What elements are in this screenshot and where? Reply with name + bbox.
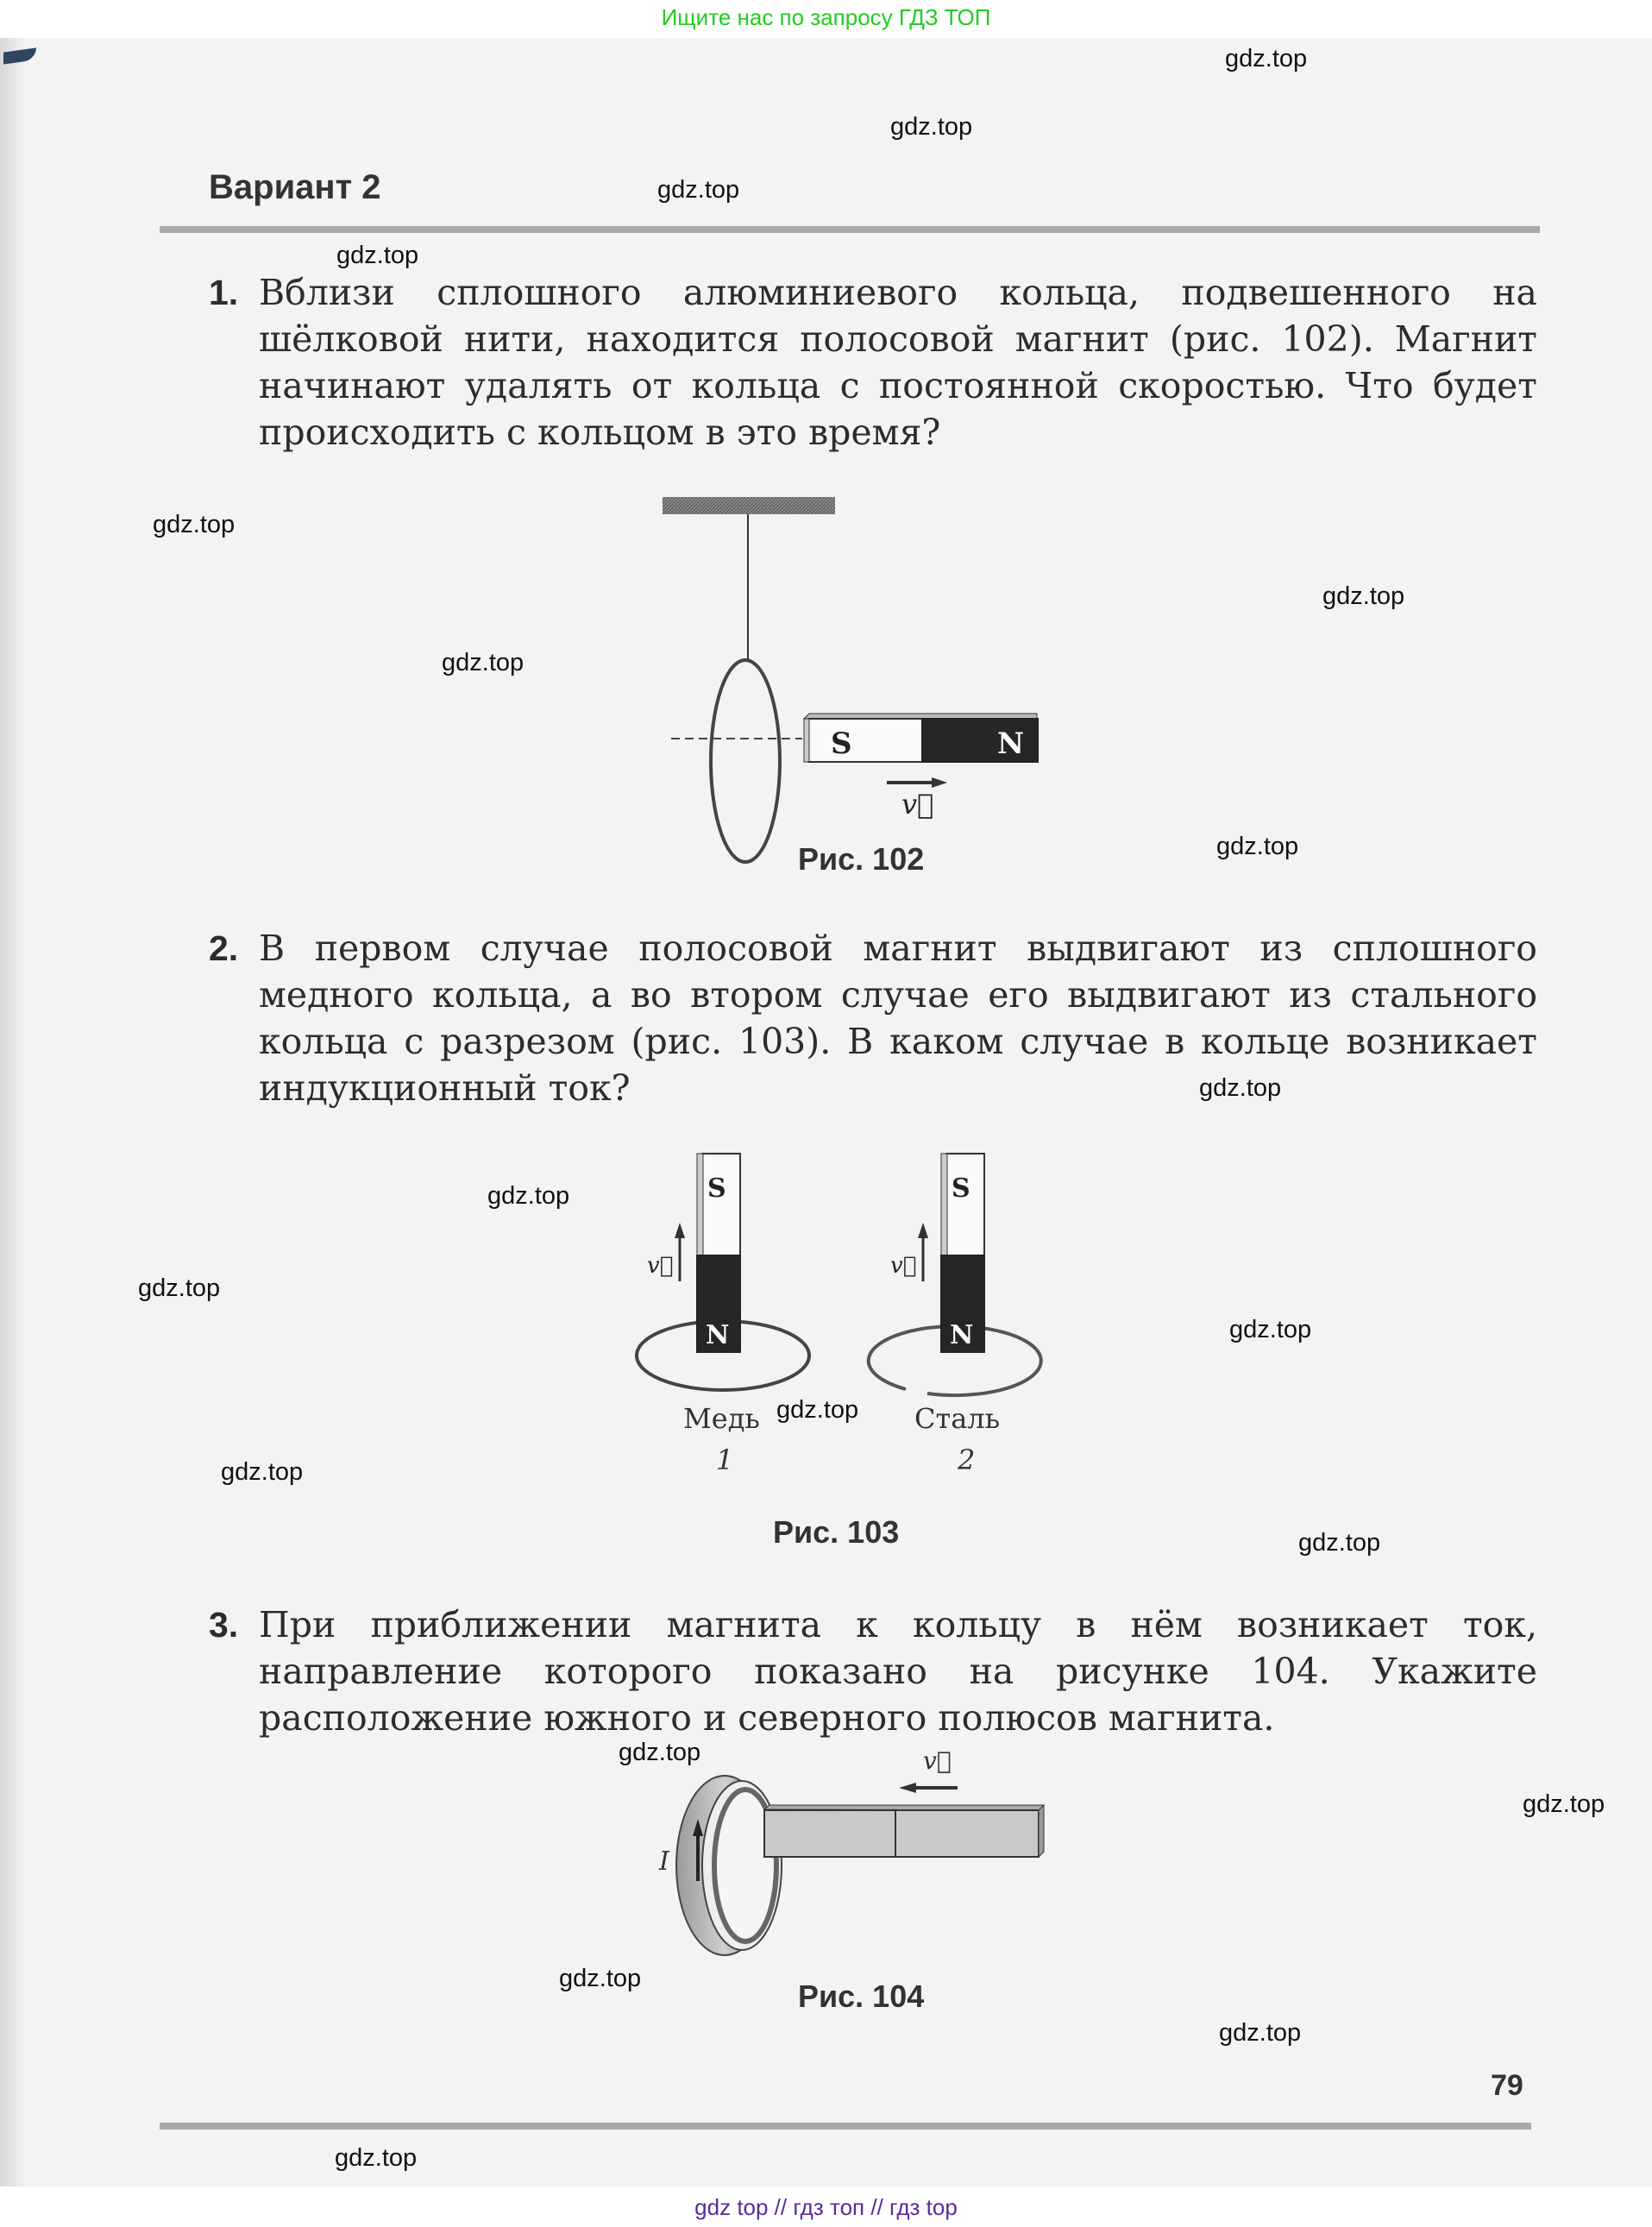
watermark: gdz.top	[1298, 1529, 1381, 1557]
ceiling-mount	[663, 497, 835, 514]
question-text: При приближении магнита к кольцу в нём возникает ток, направление которого показано на рисунке 104. Укажите расположение южного и северного полюсов магнита.	[259, 1604, 1537, 1739]
question-1	[209, 269, 1537, 456]
question-text: В первом случае полосовой магнит выдвигают из сплошного медного кольца, а во втором случае его выдвигают из стального кольца с разрезом (рис. 103). В каком случае в кольце возникает индукционный ток?	[259, 928, 1537, 1109]
watermark: gdz.top	[1229, 1316, 1312, 1343]
watermark: gdz.top	[1219, 2019, 1302, 2047]
pole-s-label: S	[831, 727, 852, 761]
current-label: I	[659, 1846, 669, 1877]
pole-s-label: S	[707, 1173, 726, 1204]
page-number: 79	[1491, 2069, 1523, 2102]
header-divider	[160, 226, 1540, 233]
pole-s-label: S	[952, 1173, 970, 1204]
watermark: gdz.top	[1216, 833, 1299, 860]
case-index-1: 1	[716, 1444, 734, 1476]
velocity-label: v⃗	[923, 1746, 952, 1775]
watermark: gdz.top	[890, 113, 973, 141]
watermark: gdz.top	[1523, 1790, 1605, 1818]
question-2	[209, 925, 1537, 1111]
question-number: 3.	[209, 1605, 239, 1645]
material-label-steel: Сталь	[914, 1402, 1001, 1435]
watermark: gdz.top	[336, 242, 419, 269]
footer-banner	[0, 2190, 1652, 2227]
watermark: gdz.top	[221, 1458, 304, 1486]
magnet-left-half	[764, 1810, 895, 1857]
figure-104-caption: Рис. 104	[798, 1979, 925, 2014]
figure-103-diagram	[621, 1143, 1070, 1480]
top-banner	[0, 0, 1652, 36]
velocity-label: v⃗	[647, 1253, 674, 1279]
footer-link[interactable]: gdz top // гдз топ // гдз top	[694, 2194, 958, 2220]
velocity-label: v⃗	[890, 1253, 917, 1279]
watermark: gdz.top	[1225, 45, 1308, 72]
figure-103-caption: Рис. 103	[773, 1514, 900, 1550]
magnet-1-south	[702, 1154, 740, 1255]
aluminium-ring	[711, 660, 780, 862]
watermark: gdz.top	[153, 511, 236, 538]
question-text: Вблизи сплошного алюминиевого кольца, подвешенного на шёлковой нити, находится полосовой магнит (рис. 102). Магнит начинают удалять от кольца с постоянной скоростью. Что будет происходить с кольцом в это время?	[259, 272, 1537, 453]
pole-n-label: N	[950, 1320, 974, 1350]
watermark: gdz.top	[619, 1739, 701, 1766]
magnet-2-south	[946, 1154, 984, 1255]
watermark: gdz.top	[559, 1965, 642, 1992]
question-number: 2.	[209, 928, 239, 968]
figure-102-caption: Рис. 102	[798, 841, 925, 877]
material-label-copper: Медь	[683, 1402, 760, 1435]
magnet-right-half	[895, 1810, 1039, 1857]
figure-104-diagram	[656, 1746, 1070, 1976]
top-banner-link[interactable]: Ищите нас по запросу ГДЗ ТОП	[661, 4, 991, 30]
watermark: gdz.top	[776, 1396, 859, 1424]
watermark: gdz.top	[1322, 582, 1405, 610]
question-number: 1.	[209, 273, 239, 312]
velocity-label: v⃗	[901, 788, 934, 821]
case-index-2: 2	[958, 1444, 976, 1476]
page-spine-shadow	[0, 38, 24, 2186]
footer-divider	[160, 2123, 1531, 2129]
pole-n-label: N	[706, 1320, 730, 1350]
pole-n-label: N	[997, 727, 1025, 761]
magnet-south	[808, 719, 922, 762]
question-3	[209, 1601, 1537, 1741]
watermark: gdz.top	[487, 1182, 570, 1210]
section-title: Вариант 2	[209, 168, 381, 206]
watermark: gdz.top	[1199, 1074, 1282, 1102]
watermark: gdz.top	[657, 176, 740, 204]
watermark: gdz.top	[138, 1274, 221, 1302]
watermark: gdz.top	[335, 2144, 418, 2172]
figure-102-diagram	[656, 492, 1070, 854]
watermark: gdz.top	[442, 649, 524, 676]
